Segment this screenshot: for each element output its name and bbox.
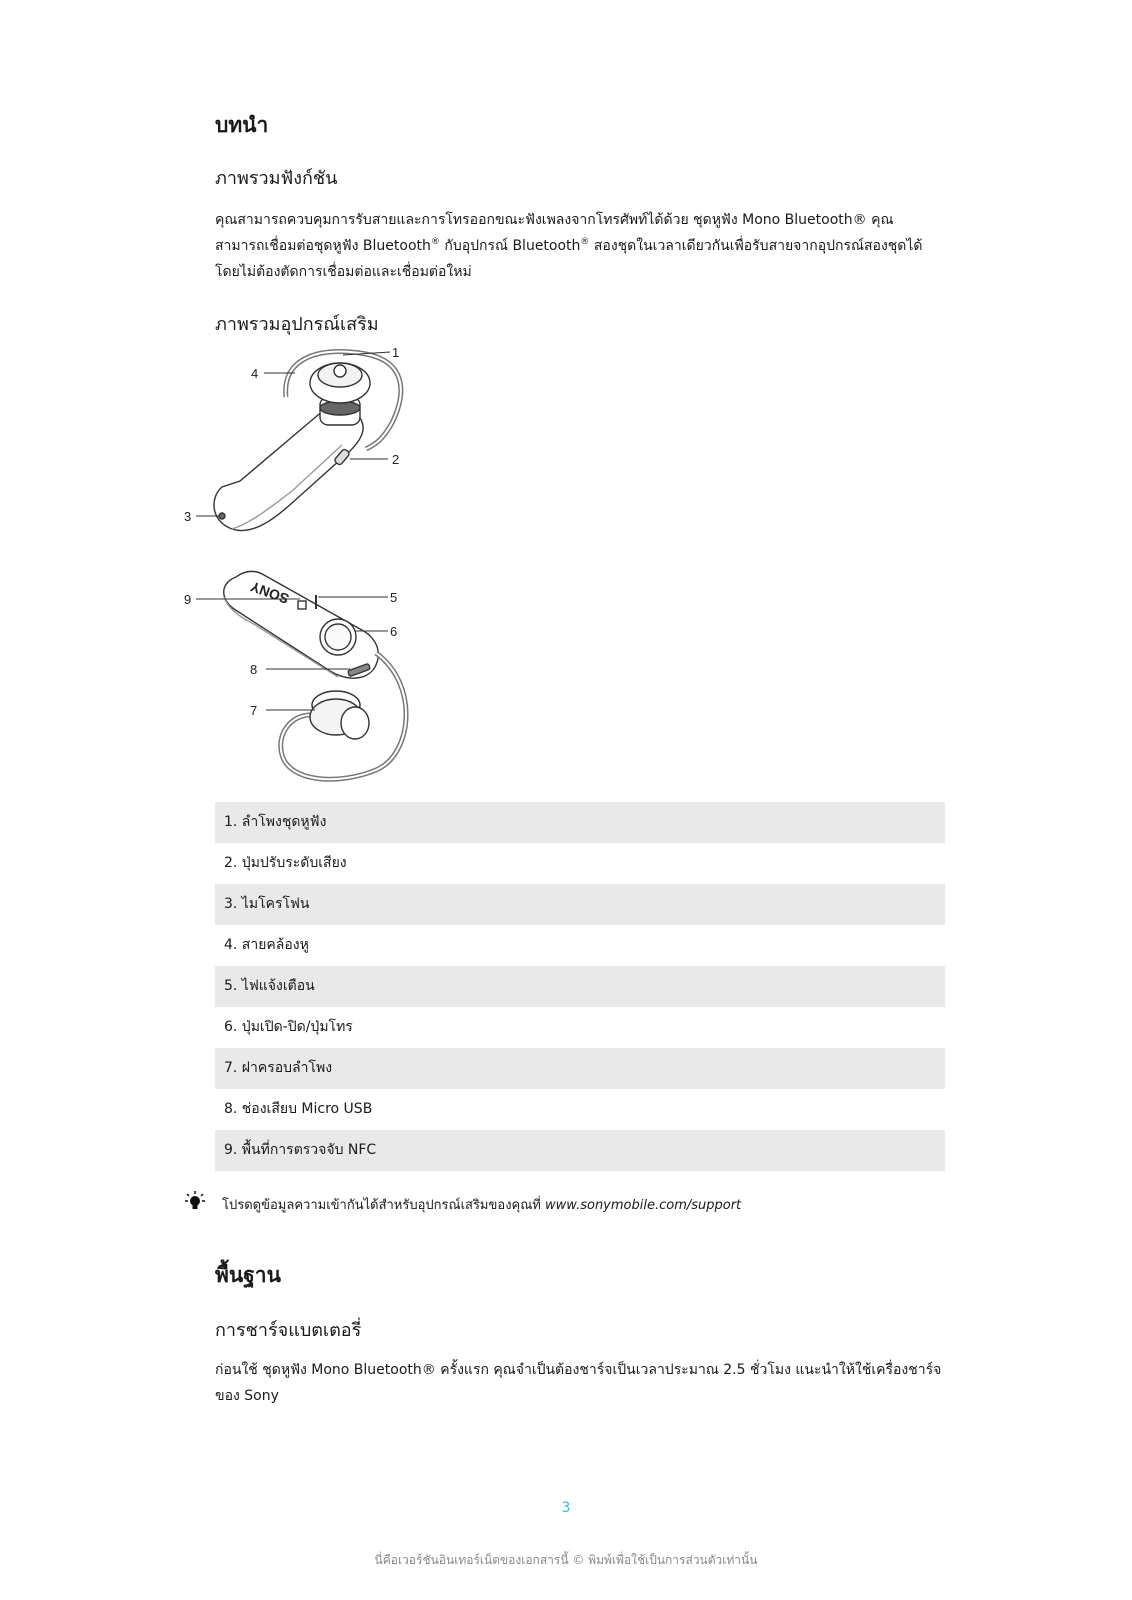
callout-number: 2: [392, 452, 400, 467]
callout-number: 8: [250, 662, 258, 677]
registered-mark: ®: [430, 237, 440, 247]
intro-heading: บทนำ: [215, 113, 269, 137]
charging-paragraph: [215, 1357, 942, 1409]
paragraph-line: ของ Sony: [215, 1388, 279, 1404]
support-link[interactable]: www.sonymobile.com/support: [545, 1198, 742, 1213]
headset-back-illustration: [180, 565, 420, 785]
paragraph-line: โดยไม่ต้องตัดการเชื่อมต่อและเชื่อมต่อใหม่: [215, 264, 472, 280]
parts-list-item: 9. พื้นที่การตรวจจับ NFC: [215, 1130, 945, 1171]
device-brand-text: SONY: [248, 578, 292, 608]
callout-number: 6: [390, 624, 398, 639]
parts-list-item: 3. ไมโครโฟน: [215, 884, 945, 925]
parts-list-item: 4. สายคล้องหู: [224, 937, 309, 953]
parts-list-item: 5. ไฟแจ้งเตือน: [215, 966, 945, 1007]
page-number: 3: [561, 1500, 571, 1516]
callout-number: 5: [390, 590, 398, 605]
function-overview-paragraph: [215, 207, 935, 285]
callout-number: 4: [251, 366, 259, 381]
paragraph-line: ก่อนใช้ ชุดหูฟัง Mono Bluetooth® ครั้งแรก คุณจำเป็นต้องชาร์จเป็นเวลาประมาณ 2.5 ชั่วโมง แนะนำให้ใช้เครื่องชาร์จ: [215, 1362, 942, 1378]
callout-number: 9: [184, 592, 192, 607]
lightbulb-icon: [184, 1190, 206, 1212]
headset-back-drawing: [180, 565, 420, 785]
parts-list-item: 1. ลำโพงชุดหูฟัง: [215, 802, 945, 843]
paragraph-line: สามารถเชื่อมต่อชุดหูฟัง Bluetooth® กับอุปกรณ์ Bluetooth® สองชุดในเวลาเดียวกันเพื่อรับสายจากอุปกรณ์สองชุดได้: [215, 237, 923, 254]
accessory-overview-heading: ภาพรวมอุปกรณ์เสริม: [215, 314, 379, 335]
basics-heading: พื้นฐาน: [215, 1263, 281, 1287]
callout-number: 3: [184, 509, 192, 524]
headset-front-illustration: [180, 345, 420, 545]
parts-list-item: 8. ช่องเสียบ Micro USB: [224, 1101, 373, 1117]
parts-list-item: 6. ปุ่มเปิด-ปิด/ปุ่มโทร: [224, 1019, 353, 1035]
parts-list-item: 7. ฝาครอบลำโพง: [215, 1048, 945, 1089]
parts-list: [215, 802, 945, 1171]
callout-number: 1: [392, 345, 400, 360]
tip-text: โปรดดูข้อมูลความเข้ากันได้สำหรับอุปกรณ์เสริมของคุณที่ www.sonymobile.com/support: [222, 1198, 742, 1213]
page-footer: นี่คือเวอร์ชันอินเทอร์เน็ตของเอกสารนี้ © พิมพ์เพื่อใช้เป็นการส่วนตัวเท่านั้น: [374, 1553, 758, 1567]
paragraph-line: คุณสามารถควบคุมการรับสายและการโทรออกขณะฟังเพลงจากโทรศัพท์ได้ด้วย ชุดหูฟัง Mono Bluetooth® คุณ: [215, 212, 894, 228]
headset-front-drawing: [180, 345, 420, 545]
function-overview-heading: ภาพรวมฟังก์ชัน: [215, 168, 338, 189]
parts-list-item: 2. ปุ่มปรับระดับเสียง: [224, 855, 347, 871]
registered-mark: ®: [580, 237, 590, 247]
charging-heading: การชาร์จแบตเตอรี่: [215, 1320, 362, 1341]
callout-number: 7: [250, 703, 258, 718]
